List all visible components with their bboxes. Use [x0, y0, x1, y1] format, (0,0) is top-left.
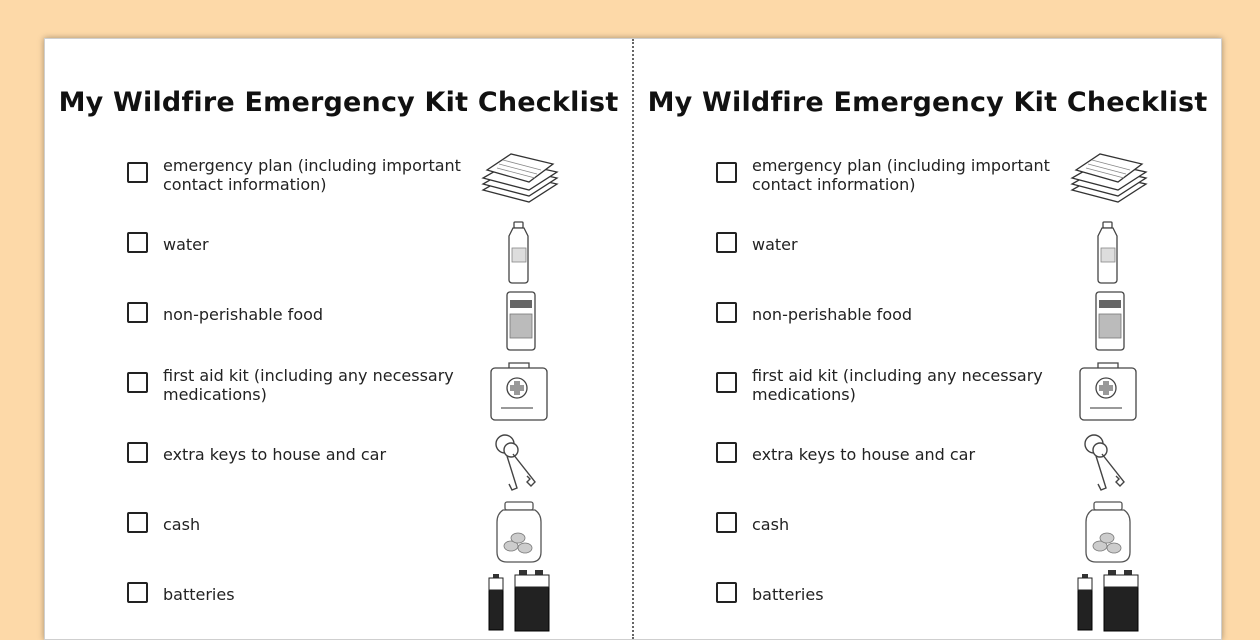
checklist-right — [634, 39, 1221, 639]
checklist-title: My Wildfire Emergency Kit Checklist — [647, 87, 1208, 118]
checklist-item — [716, 156, 1156, 216]
item-label: extra keys to house and car — [163, 445, 387, 464]
keys-icon — [1066, 430, 1150, 494]
checklist-item — [716, 506, 1156, 566]
item-label: water — [163, 235, 209, 254]
checklist-title: My Wildfire Emergency Kit Checklist — [58, 87, 619, 118]
checkbox[interactable] — [716, 512, 737, 533]
money-jar-icon — [477, 500, 561, 564]
batteries-icon — [477, 570, 561, 634]
checkbox[interactable] — [716, 442, 737, 463]
checklist-left — [45, 39, 632, 639]
item-label: batteries — [752, 585, 824, 604]
checklist-item — [127, 436, 567, 496]
checklist-item — [716, 576, 1156, 636]
item-label: extra keys to house and car — [752, 445, 976, 464]
first-aid-kit-icon — [1066, 360, 1150, 424]
item-label: cash — [752, 515, 790, 534]
checklist-item — [127, 366, 567, 426]
notebooks-icon — [477, 150, 561, 214]
checklist-item — [716, 436, 1156, 496]
item-label: first aid kit (including any necessary medications) — [752, 366, 1043, 404]
item-label: non-perishable food — [163, 305, 324, 324]
checkbox[interactable] — [716, 302, 737, 323]
checkbox[interactable] — [127, 232, 148, 253]
checklist-item — [716, 226, 1156, 286]
checkbox[interactable] — [716, 582, 737, 603]
checklist-item — [127, 506, 567, 566]
checkbox[interactable] — [127, 162, 148, 183]
checkbox[interactable] — [716, 372, 737, 393]
checklist-item — [127, 156, 567, 216]
water-bottle-icon — [477, 220, 561, 284]
canned-food-icon — [477, 290, 561, 354]
item-label: non-perishable food — [752, 305, 913, 324]
checkbox[interactable] — [716, 162, 737, 183]
keys-icon — [477, 430, 561, 494]
checkbox[interactable] — [127, 372, 148, 393]
item-label: batteries — [163, 585, 235, 604]
checkbox[interactable] — [127, 302, 148, 323]
first-aid-kit-icon — [477, 360, 561, 424]
item-label: emergency plan (including important contact information) — [163, 156, 461, 194]
item-label: cash — [163, 515, 201, 534]
item-label: water — [752, 235, 798, 254]
checklist-item — [127, 296, 567, 356]
worksheet-page — [44, 38, 1222, 640]
checkbox[interactable] — [127, 512, 148, 533]
item-label: emergency plan (including important contact information) — [752, 156, 1050, 194]
money-jar-icon — [1066, 500, 1150, 564]
checklist-item — [127, 576, 567, 636]
checkbox[interactable] — [127, 442, 148, 463]
notebooks-icon — [1066, 150, 1150, 214]
checklist-item — [716, 296, 1156, 356]
water-bottle-icon — [1066, 220, 1150, 284]
checklist-item — [127, 226, 567, 286]
checkbox[interactable] — [716, 232, 737, 253]
canned-food-icon — [1066, 290, 1150, 354]
checklist-item — [716, 366, 1156, 426]
checkbox[interactable] — [127, 582, 148, 603]
item-label: first aid kit (including any necessary medications) — [163, 366, 454, 404]
batteries-icon — [1066, 570, 1150, 634]
